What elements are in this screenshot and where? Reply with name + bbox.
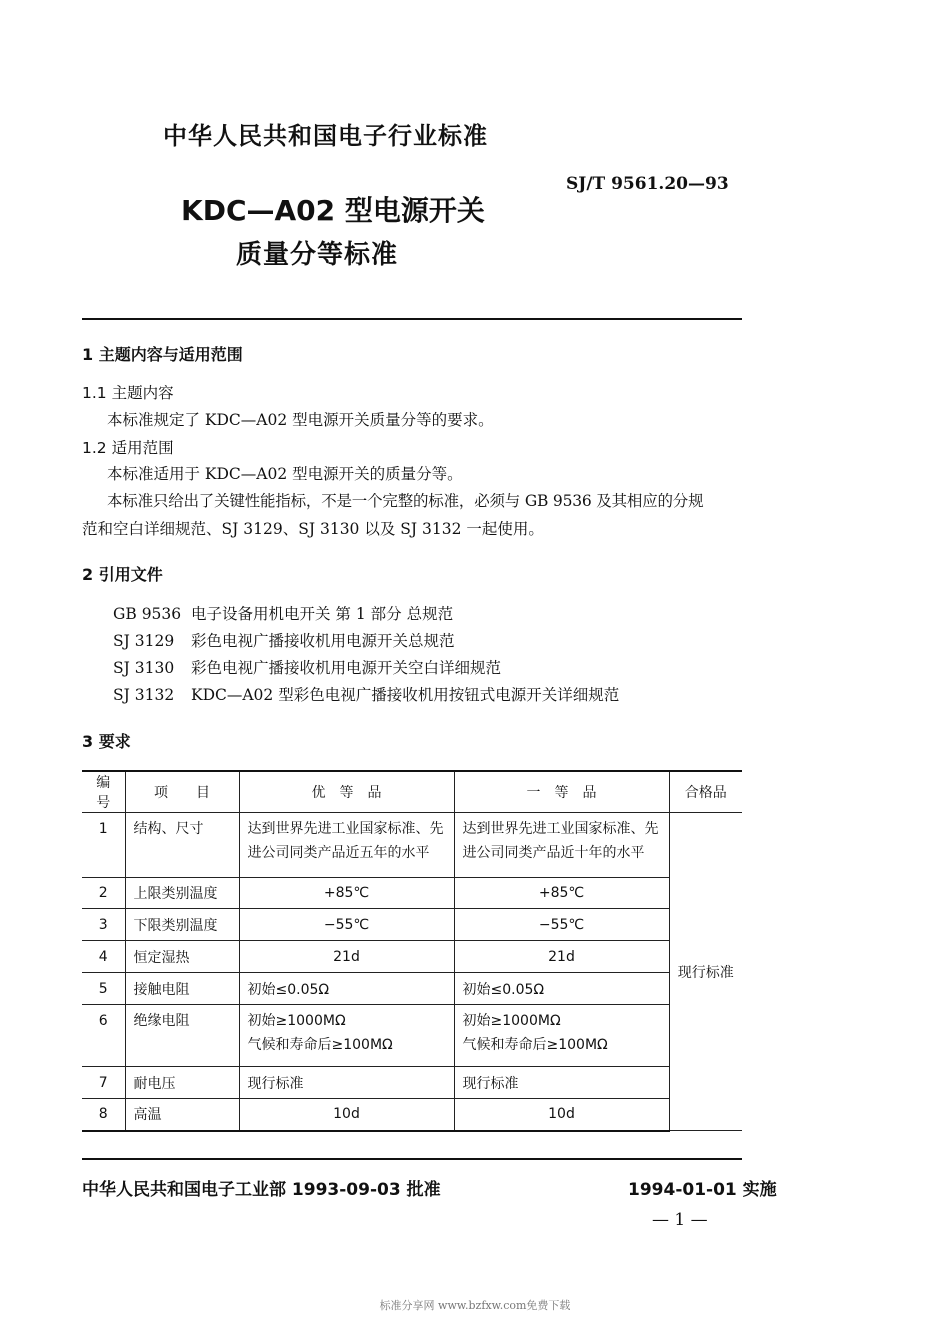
section-1-2-heading: 1.2 适用范围 <box>82 439 174 457</box>
premium-value: 初始≤0.05Ω <box>239 973 454 1005</box>
row-number: 5 <box>82 973 125 1005</box>
row-number: 7 <box>82 1067 125 1099</box>
document-title-line2: 质量分等标准 <box>236 240 399 270</box>
col-header-qualified: 合格品 <box>669 771 742 813</box>
premium-value: 现行标准 <box>239 1067 454 1099</box>
row-item: 下限类别温度 <box>125 909 239 941</box>
first-class-value: 21d <box>454 941 669 973</box>
first-class-value: +85℃ <box>454 878 669 909</box>
section-2-heading: 2 引用文件 <box>82 565 163 584</box>
premium-value: 达到世界先进工业国家标准、先进公司同类产品近五年的水平 <box>239 813 454 878</box>
first-class-value-line2: 气候和寿命后≥100MΩ <box>462 1037 608 1053</box>
premium-value-line1: 初始≥1000MΩ <box>247 1013 346 1029</box>
row-item: 恒定湿热 <box>125 941 239 973</box>
row-item: 结构、尺寸 <box>125 813 239 878</box>
row-item: 接触电阻 <box>125 973 239 1005</box>
reference-item <box>113 602 453 624</box>
premium-value: +85℃ <box>239 878 454 909</box>
first-class-value: 达到世界先进工业国家标准、先进公司同类产品近十年的水平 <box>454 813 669 878</box>
row-item: 高温 <box>125 1099 239 1131</box>
table-header-row <box>82 771 742 813</box>
row-number: 2 <box>82 878 125 909</box>
table-row <box>82 878 742 909</box>
reference-title: 彩色电视广播接收机用电源开关空白详细规范 <box>191 659 502 677</box>
table-row <box>82 909 742 941</box>
section-1-2-paragraph-cont: 范和空白详细规范、SJ 3129、SJ 3130 以及 SJ 3132 一起使用。 <box>82 520 544 538</box>
first-class-value: 10d <box>454 1099 669 1131</box>
reference-code: SJ 3130 <box>113 659 175 677</box>
row-number: 3 <box>82 909 125 941</box>
issuing-organization: 中华人民共和国电子行业标准 <box>163 122 488 150</box>
premium-value <box>239 1005 454 1067</box>
section-1-2-text: 本标准适用于 KDC—A02 型电源开关的质量分等。 <box>107 465 463 483</box>
table-row <box>82 1099 742 1131</box>
first-class-value <box>454 1005 669 1067</box>
table-row <box>82 1005 742 1067</box>
section-1-1-heading: 1.1 主题内容 <box>82 384 174 402</box>
first-class-value-line1: 初始≥1000MΩ <box>462 1013 561 1029</box>
first-class-value: −55℃ <box>454 909 669 941</box>
section-1-1-text: 本标准规定了 KDC—A02 型电源开关质量分等的要求。 <box>107 411 494 429</box>
row-number: 6 <box>82 1005 125 1067</box>
premium-value: 21d <box>239 941 454 973</box>
row-item: 绝缘电阻 <box>125 1005 239 1067</box>
col-header-number: 编号 <box>82 771 125 813</box>
col-header-item: 项 目 <box>125 771 239 813</box>
first-class-value: 现行标准 <box>454 1067 669 1099</box>
requirements-table <box>82 770 742 1132</box>
reference-title: 电子设备用机电开关 第 1 部分 总规范 <box>191 605 454 623</box>
reference-item <box>113 656 501 678</box>
table-row <box>82 813 742 878</box>
reference-code: SJ 3129 <box>113 632 175 650</box>
row-number: 8 <box>82 1099 125 1131</box>
reference-code: SJ 3132 <box>113 686 175 704</box>
watermark-text: 标准分享网 www.bzfxw.com免费下载 <box>379 1299 571 1312</box>
page-number: — 1 — <box>652 1210 708 1230</box>
row-item: 耐电压 <box>125 1067 239 1099</box>
reference-code: GB 9536 <box>113 605 182 623</box>
premium-value: 10d <box>239 1099 454 1131</box>
first-class-value: 初始≤0.05Ω <box>454 973 669 1005</box>
implementation-date: 1994-01-01 实施 <box>628 1180 777 1200</box>
footer-divider <box>82 1158 742 1160</box>
reference-title: KDC—A02 型彩色电视广播接收机用按钮式电源开关详细规范 <box>191 686 620 704</box>
section-1-2-paragraph: 本标准只给出了关键性能指标，不是一个完整的标准，必须与 GB 9536 及其相应的分规 <box>107 492 704 510</box>
section-1-heading: 1 主题内容与适用范围 <box>82 345 243 364</box>
reference-item <box>113 683 619 705</box>
standard-number: SJ/T 9561.20—93 <box>566 174 729 194</box>
qualified-value: 现行标准 <box>669 813 742 1131</box>
table-row <box>82 973 742 1005</box>
col-header-first-class: 一 等 品 <box>454 771 669 813</box>
title-divider <box>82 318 742 320</box>
row-number: 1 <box>82 813 125 878</box>
table-row <box>82 941 742 973</box>
premium-value-line2: 气候和寿命后≥100MΩ <box>247 1037 393 1053</box>
document-title-line1: KDC—A02 型电源开关 <box>181 194 485 227</box>
col-header-premium: 优 等 品 <box>239 771 454 813</box>
reference-item <box>113 629 455 651</box>
approval-statement: 中华人民共和国电子工业部 1993-09-03 批准 <box>82 1180 441 1200</box>
table-row <box>82 1067 742 1099</box>
row-item: 上限类别温度 <box>125 878 239 909</box>
premium-value: −55℃ <box>239 909 454 941</box>
section-3-heading: 3 要求 <box>82 732 131 751</box>
reference-title: 彩色电视广播接收机用电源开关总规范 <box>191 632 455 650</box>
row-number: 4 <box>82 941 125 973</box>
